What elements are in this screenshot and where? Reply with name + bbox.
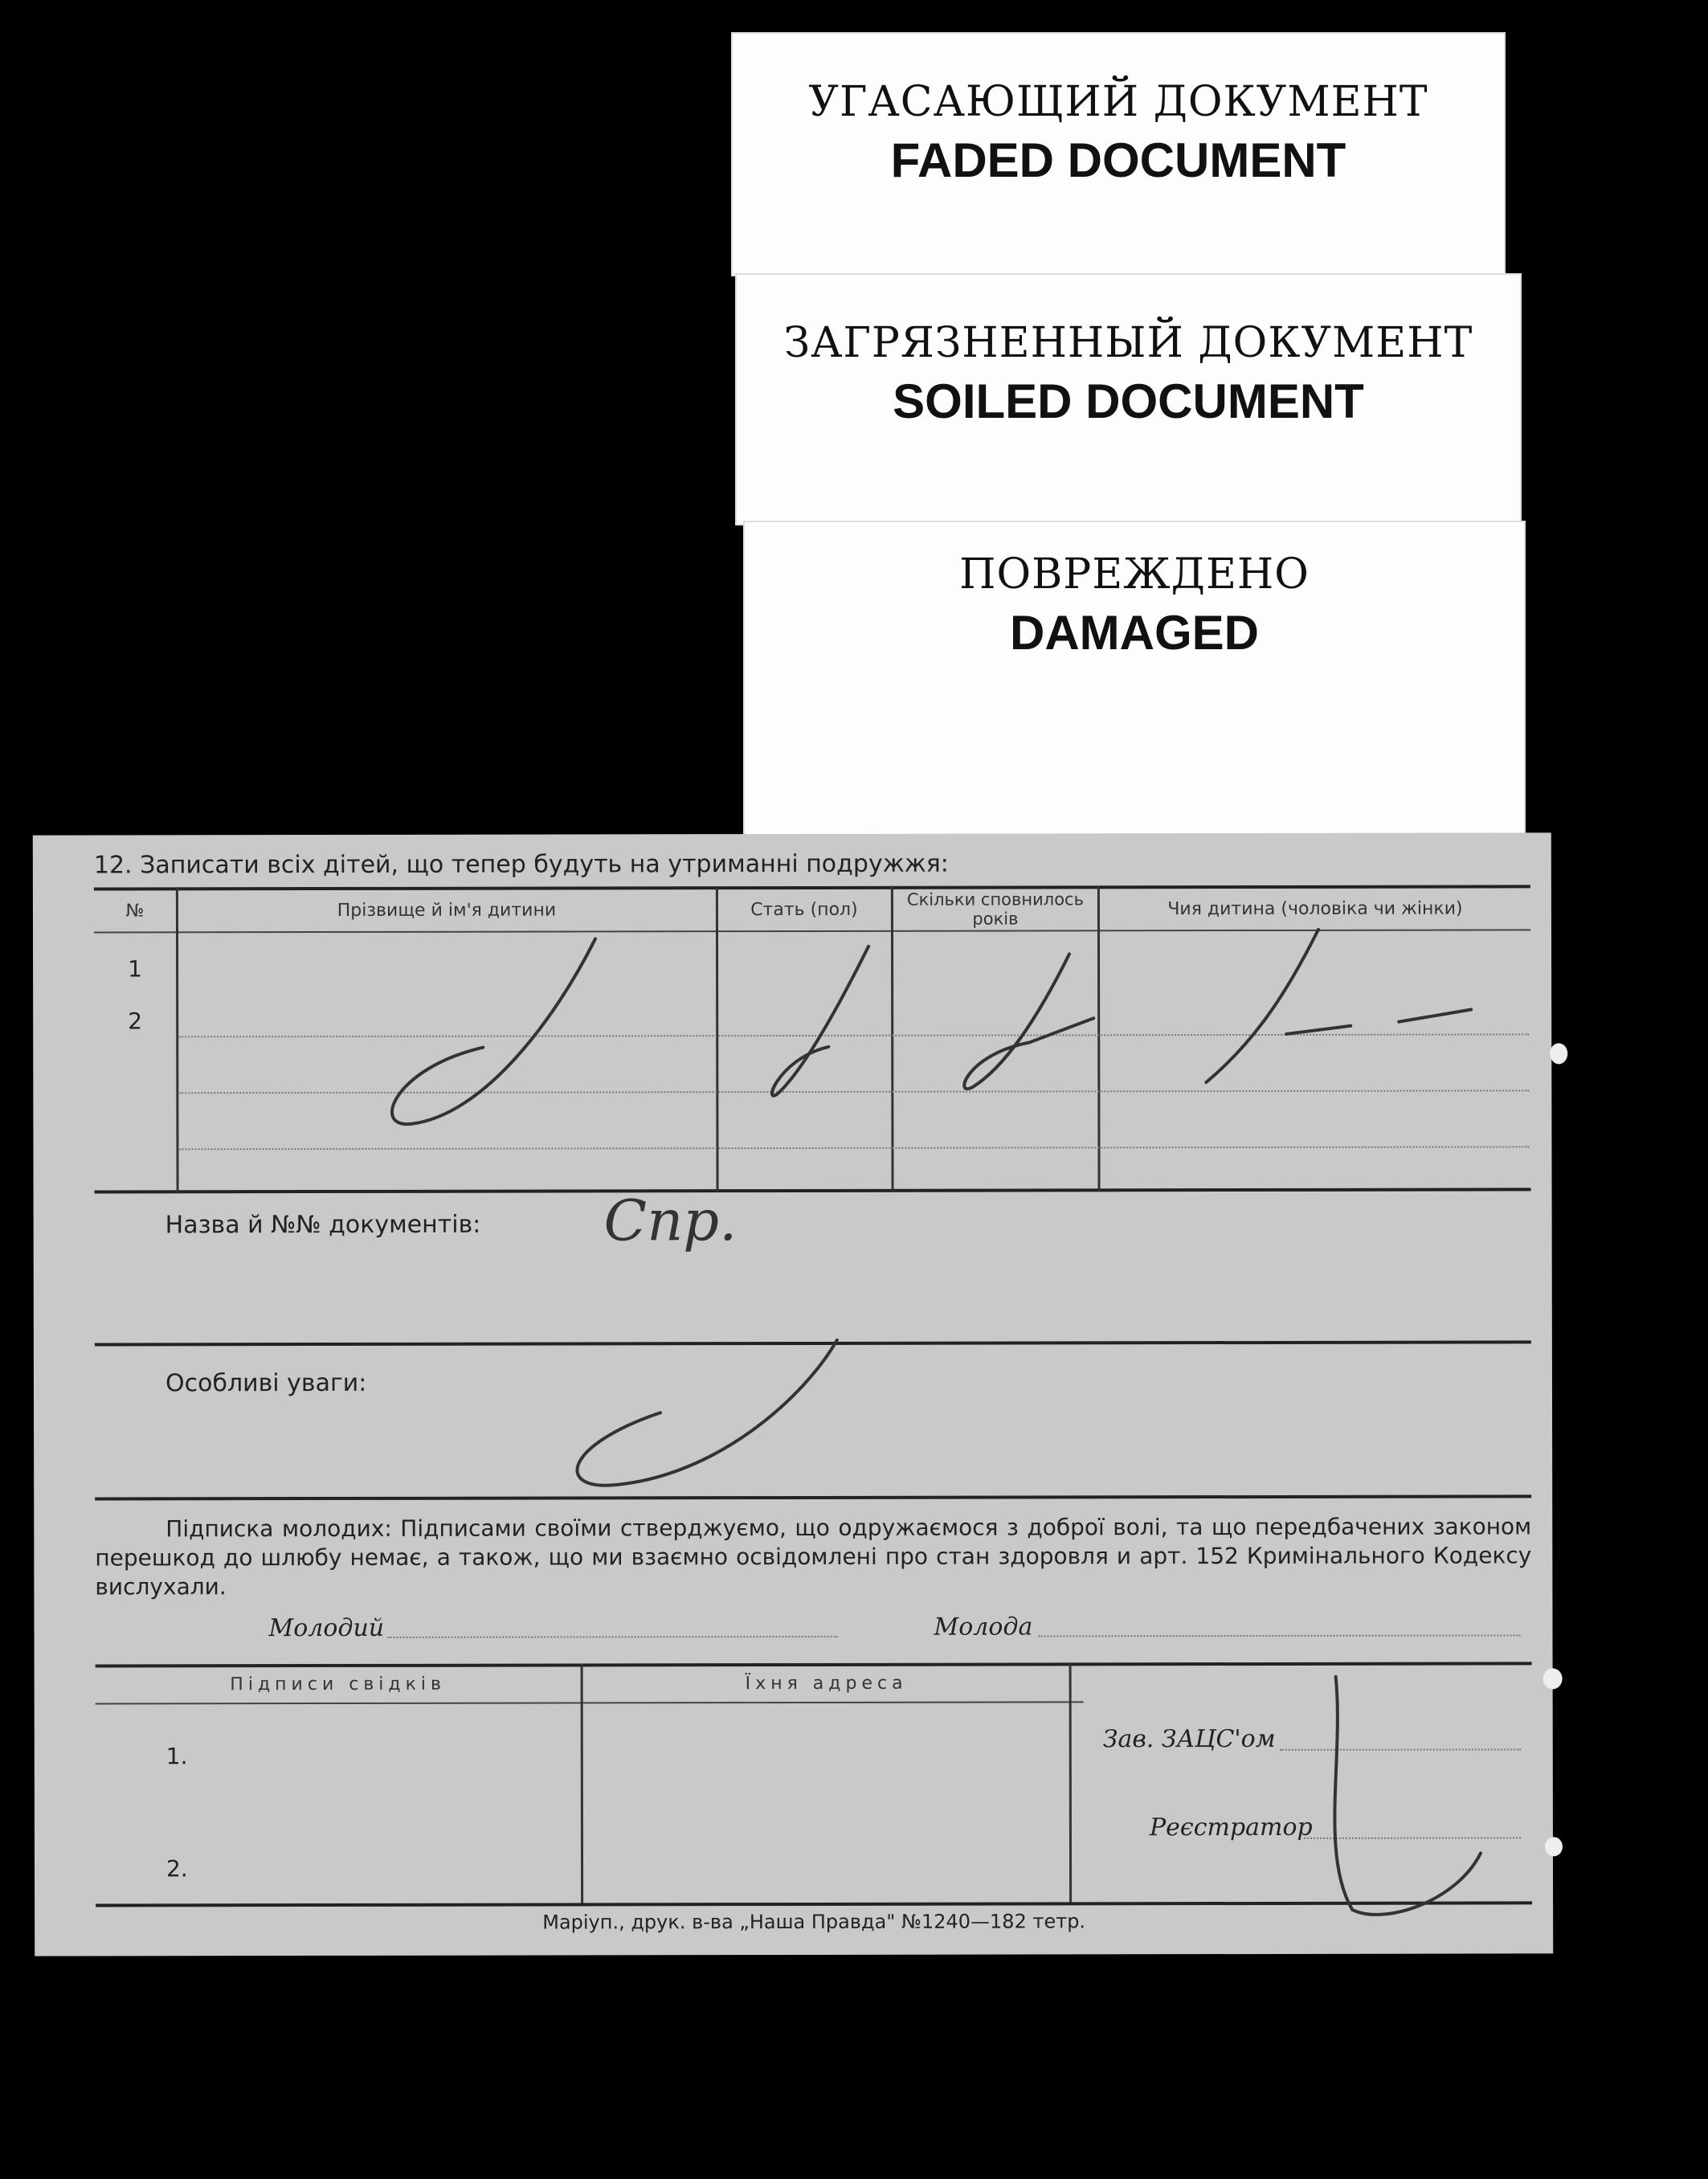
dash-stroke-whose-3	[1399, 1010, 1471, 1022]
section-12-heading: 12. Записати всіх дітей, що тепер будуть на утриманні подружжя:	[93, 849, 949, 880]
dash-stroke-whose	[1206, 930, 1318, 1082]
col-header-number: №	[125, 901, 145, 922]
marriage-declaration: Підписка молодих: Підписами своїми стверджуємо, що одружаємося з доброї волі, та що передбачених законом перешкод до шлюбу немає, а також, що ми взаємно освідомлені про стан здоровля и арт. 152 Кримінального Кодексу вислухали.	[95, 1513, 1532, 1601]
col-header-child-name: Прізвище й ім'я дитини	[337, 900, 557, 921]
groom-label: Молодий	[268, 1613, 385, 1643]
col-header-age: Скільки сповнилось років	[906, 889, 1084, 929]
faded-document-label	[731, 32, 1506, 276]
faded-label-ru: УГАСАЮЩИЙ ДОКУМЕНТ	[808, 78, 1428, 126]
damaged-document-label	[743, 521, 1526, 837]
documents-label: Назва й №№ документів:	[165, 1210, 481, 1240]
faded-label-en: FADED DOCUMENT	[890, 133, 1346, 187]
notes-label: Особливі уваги:	[165, 1368, 367, 1398]
witness-row-1: 1.	[165, 1743, 188, 1770]
soiled-document-label	[735, 273, 1522, 525]
handwritten-strokes	[33, 832, 1553, 1956]
dash-stroke-sex	[772, 946, 869, 1096]
witness-row-2: 2.	[166, 1855, 188, 1883]
bride-label: Молода	[934, 1613, 1033, 1641]
head-of-registry-label: Зав. ЗАЦС'ом	[1102, 1724, 1276, 1754]
dash-stroke-notes	[577, 1340, 837, 1486]
dash-stroke-name	[392, 938, 596, 1124]
damaged-label-en: DAMAGED	[1010, 606, 1259, 660]
punch-hole	[1550, 1043, 1567, 1064]
soiled-label-ru: ЗАГРЯЗНЕННЫЙ ДОКУМЕНТ	[783, 319, 1473, 367]
soiled-label-en: SOILED DOCUMENT	[893, 374, 1364, 428]
row-number-1: 1	[128, 955, 142, 983]
col-header-witness-address: Їхня адреса	[745, 1673, 908, 1695]
row-number-2: 2	[128, 1008, 143, 1035]
col-header-whose-child: Чия дитина (чоловіка чи жінки)	[1167, 898, 1463, 920]
dash-stroke-age	[964, 954, 1093, 1089]
registrar-label: Реєстратор	[1149, 1813, 1313, 1842]
printer-imprint: Маріуп., друк. в-ва „Наша Правда" №1240—182 тетр.	[542, 1910, 1086, 1934]
registrar-signature	[1334, 1677, 1481, 1915]
registration-form-sheet	[33, 832, 1553, 1956]
col-header-witness-signatures: Підписи свідків	[230, 1674, 446, 1695]
dash-stroke-whose-2	[1286, 1026, 1350, 1034]
documents-handwritten-value: Спр.	[603, 1188, 738, 1254]
col-header-sex: Стать (пол)	[750, 899, 858, 921]
damaged-label-ru: ПОВРЕЖДЕНО	[959, 550, 1310, 599]
